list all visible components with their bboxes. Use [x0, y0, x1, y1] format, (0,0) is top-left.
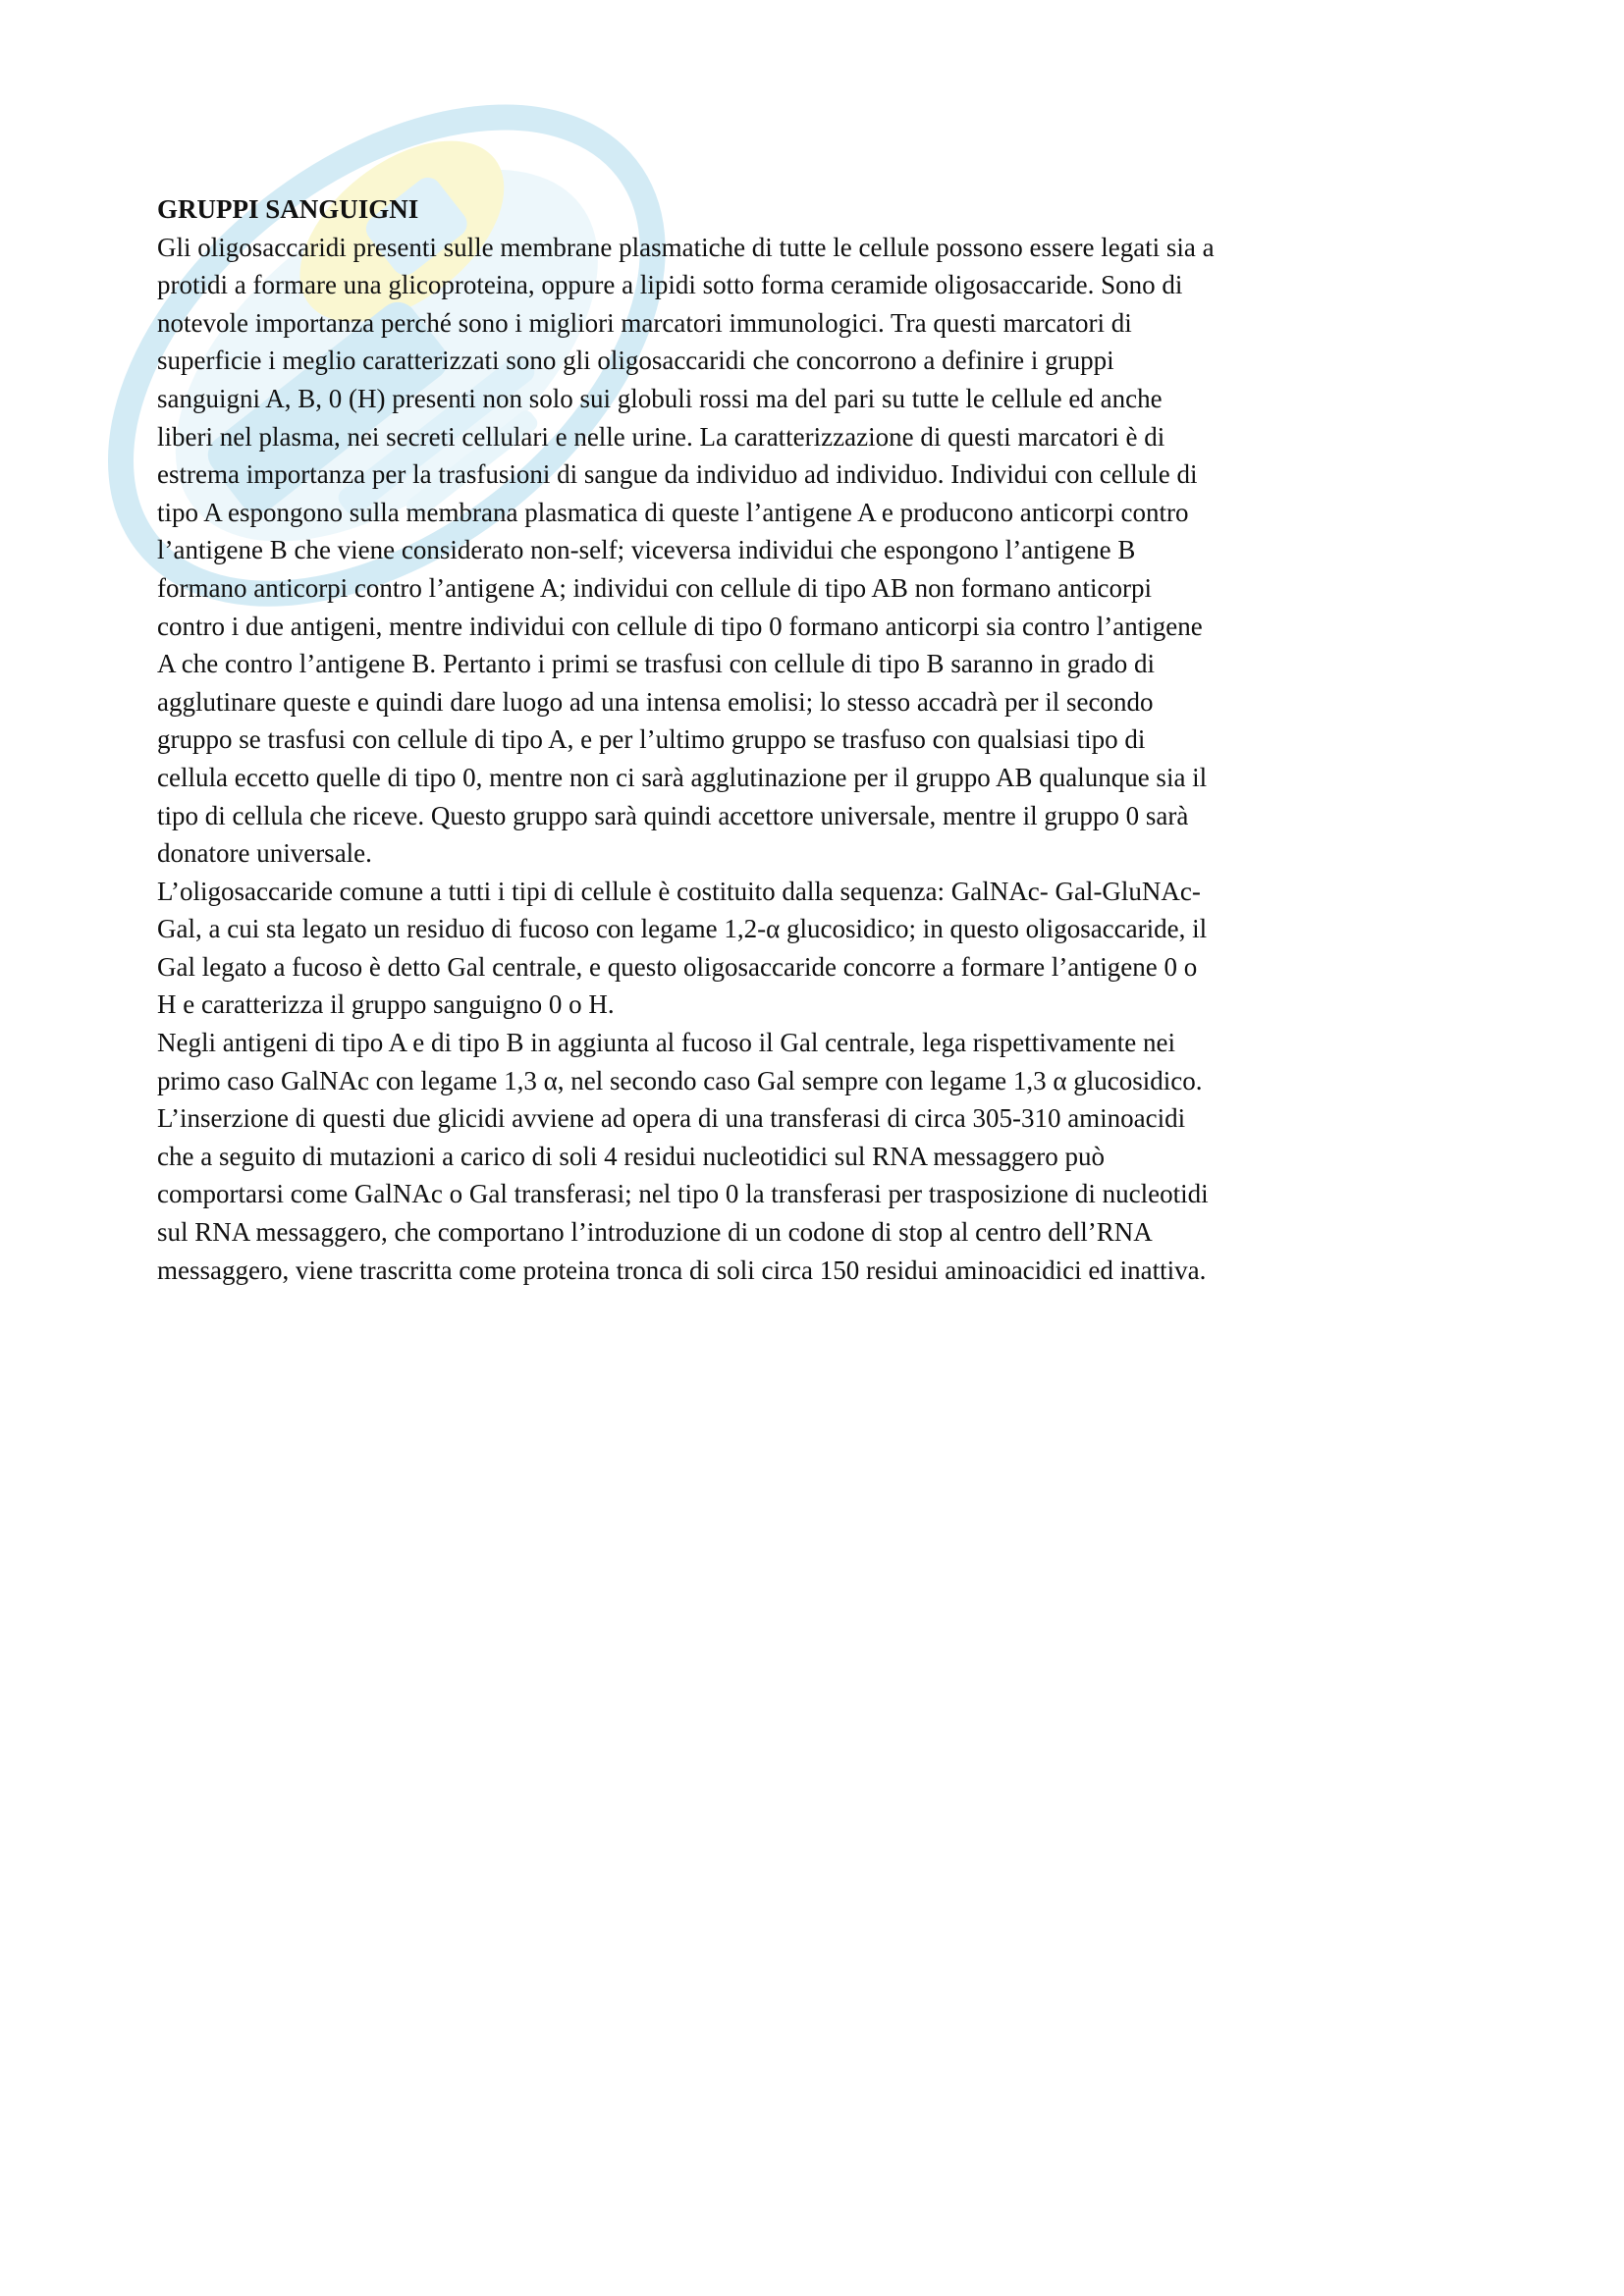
- text-line: tipo A espongono sulla membrana plasmatica di queste l’antigene A e producono anticorpi contro: [157, 497, 1189, 527]
- text-line: gruppo se trasfusi con cellule di tipo A, e per l’ultimo gruppo se trasfuso con qualsiasi tipo di: [157, 724, 1146, 755]
- text-line: L’inserzione di questi due glicidi avviene ad opera di una transferasi di circa 305-310 aminoacidi: [157, 1103, 1186, 1134]
- text-line: l’antigene B che viene considerato non-self; viceversa individui che espongono l’antigene B: [157, 535, 1136, 565]
- text-line: formano anticorpi contro l’antigene A; individui con cellule di tipo AB non formano anticorpi: [157, 572, 1153, 603]
- text-line: cellula eccetto quelle di tipo 0, mentre non ci sarà agglutinazione per il gruppo AB qualunque sia il: [157, 762, 1208, 792]
- paragraph-text: [157, 229, 1473, 1290]
- text-line: contro i due antigeni, mentre individui con cellule di tipo 0 formano anticorpi sia contro l’antigene: [157, 611, 1203, 641]
- text-line: sul RNA messaggero, che comportano l’introduzione di un codone di stop al centro dell’RNA: [157, 1217, 1153, 1248]
- text-line: Gal legato a fucoso è detto Gal centrale, e questo oligosaccaride concorre a formare l’antigene 0 o: [157, 951, 1198, 982]
- text-line: che a seguito di mutazioni a carico di soli 4 residui nucleotidici sul RNA messaggero può: [157, 1141, 1106, 1171]
- text-line: superficie i meglio caratterizzati sono gli oligosaccaridi che concorrono a definire i gruppi: [157, 346, 1114, 376]
- text-line: Gli oligosaccaridi presenti sulle membrane plasmatiche di tutte le cellule possono essere legati sia a: [157, 232, 1215, 262]
- text-line: estrema importanza per la trasfusioni di sangue da individuo ad individuo. Individui con cellule di: [157, 459, 1198, 490]
- text-line: donatore universale.: [157, 838, 372, 869]
- text-line: agglutinare queste e quindi dare luogo ad una intensa emolisi; lo stesso accadrà per il secondo: [157, 686, 1154, 717]
- text-line: H e caratterizza il gruppo sanguigno 0 o H.: [157, 989, 615, 1020]
- text-line: sanguigni A, B, 0 (H) presenti non solo sui globuli rossi ma del pari su tutte le cellule ed anche: [157, 383, 1163, 413]
- text-line: comportarsi come GalNAc o Gal transferasi; nel tipo 0 la transferasi per trasposizione di nucleotidi: [157, 1179, 1209, 1209]
- text-line: liberi nel plasma, nei secreti cellulari e nelle urine. La caratterizzazione di questi marcatori è di: [157, 421, 1165, 452]
- document-body: [157, 190, 1473, 1289]
- text-line: Gal, a cui sta legato un residuo di fucoso con legame 1,2-α glucosidico; in questo oligosaccaride, il: [157, 914, 1208, 944]
- text-line: messaggero, viene trascritta come proteina tronca di soli circa 150 residui aminoacidici ed inattiva.: [157, 1255, 1207, 1285]
- text-line: Negli antigeni di tipo A e di tipo B in aggiunta al fucoso il Gal centrale, lega rispettivamente nei: [157, 1028, 1175, 1058]
- text-line: notevole importanza perché sono i migliori marcatori immunologici. Tra questi marcatori di: [157, 307, 1132, 338]
- text-line: primo caso GalNAc con legame 1,3 α, nel secondo caso Gal sempre con legame 1,3 α glucosidico.: [157, 1065, 1203, 1095]
- text-line: tipo di cellula che riceve. Questo gruppo sarà quindi accettore universale, mentre il gruppo 0 sarà: [157, 800, 1189, 830]
- text-line: protidi a formare una glicoproteina, oppure a lipidi sotto forma ceramide oligosaccaride. Sono di: [157, 270, 1183, 300]
- text-line: L’oligosaccaride comune a tutti i tipi di cellule è costituito dalla sequenza: GalNAc- Gal-GluNAc-: [157, 876, 1201, 906]
- document-title: GRUPPI SANGUIGNI: [157, 194, 419, 224]
- text-line: A che contro l’antigene B. Pertanto i primi se trasfusi con cellule di tipo B saranno in grado di: [157, 649, 1156, 679]
